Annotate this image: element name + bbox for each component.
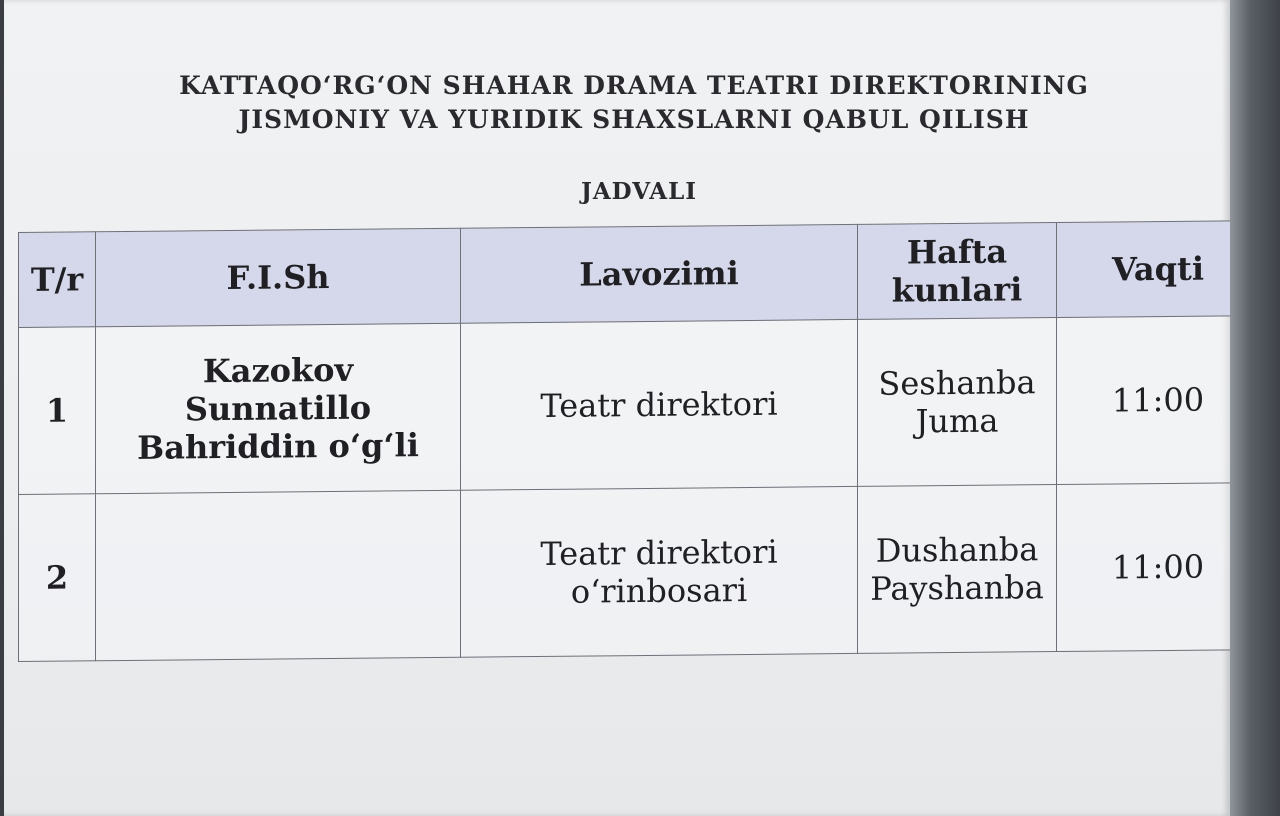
person-name — [96, 323, 461, 494]
column-header-name: F.I.Sh — [96, 228, 461, 327]
column-header-weekdays-line-2: kunlari — [891, 270, 1023, 310]
weekday-2: Payshanba — [870, 568, 1044, 608]
position-cell — [461, 486, 858, 657]
table-row — [19, 483, 1260, 662]
column-header-position: Lavozimi — [461, 224, 858, 323]
position-cell — [461, 319, 858, 490]
column-header-number: T/r — [19, 232, 96, 328]
person-name-line-2: Sunnatillo — [184, 388, 372, 429]
time-cell: 11:00 — [1057, 316, 1260, 485]
weekday-1: Seshanba — [878, 363, 1036, 403]
person-name-line-1: Kazokov — [202, 350, 354, 391]
table-header-row — [19, 221, 1260, 328]
column-header-weekdays-line-1: Hafta — [906, 232, 1008, 272]
reception-schedule-table — [18, 220, 1260, 662]
document-page — [4, 0, 1230, 816]
frame-edge — [1230, 0, 1280, 816]
position-line-1: Teatr direktori — [540, 384, 778, 425]
person-name-line-2 — [102, 574, 454, 577]
table-row — [19, 316, 1260, 495]
person-name-line-1 — [102, 574, 454, 577]
column-header-time: Vaqti — [1057, 221, 1260, 318]
person-name — [96, 490, 461, 661]
row-number: 1 — [19, 327, 96, 495]
position-line-2: o‘rinbosari — [570, 571, 748, 611]
person-name-line-3 — [102, 574, 454, 577]
document-title-line-2: JISMONIY VA YURIDIK SHAXSLARNI QABUL QILISH — [238, 105, 1030, 134]
weekdays-cell — [858, 318, 1057, 487]
weekday-1: Dushanba — [875, 530, 1039, 570]
weekdays-cell — [858, 485, 1057, 654]
row-number: 2 — [19, 494, 96, 662]
time-cell: 11:00 — [1057, 483, 1260, 652]
weekday-2: Juma — [915, 401, 999, 441]
person-name-line-3: Bahriddin o‘g‘li — [137, 426, 419, 467]
document-title-line-3: JADVALI — [580, 178, 698, 205]
document-title-line-1: KATTAQO‘RG‘ON SHAHAR DRAMA TEATRI DIREKTORINING — [179, 71, 1089, 100]
column-header-weekdays — [858, 223, 1057, 320]
position-line-1: Teatr direktori — [540, 532, 778, 573]
